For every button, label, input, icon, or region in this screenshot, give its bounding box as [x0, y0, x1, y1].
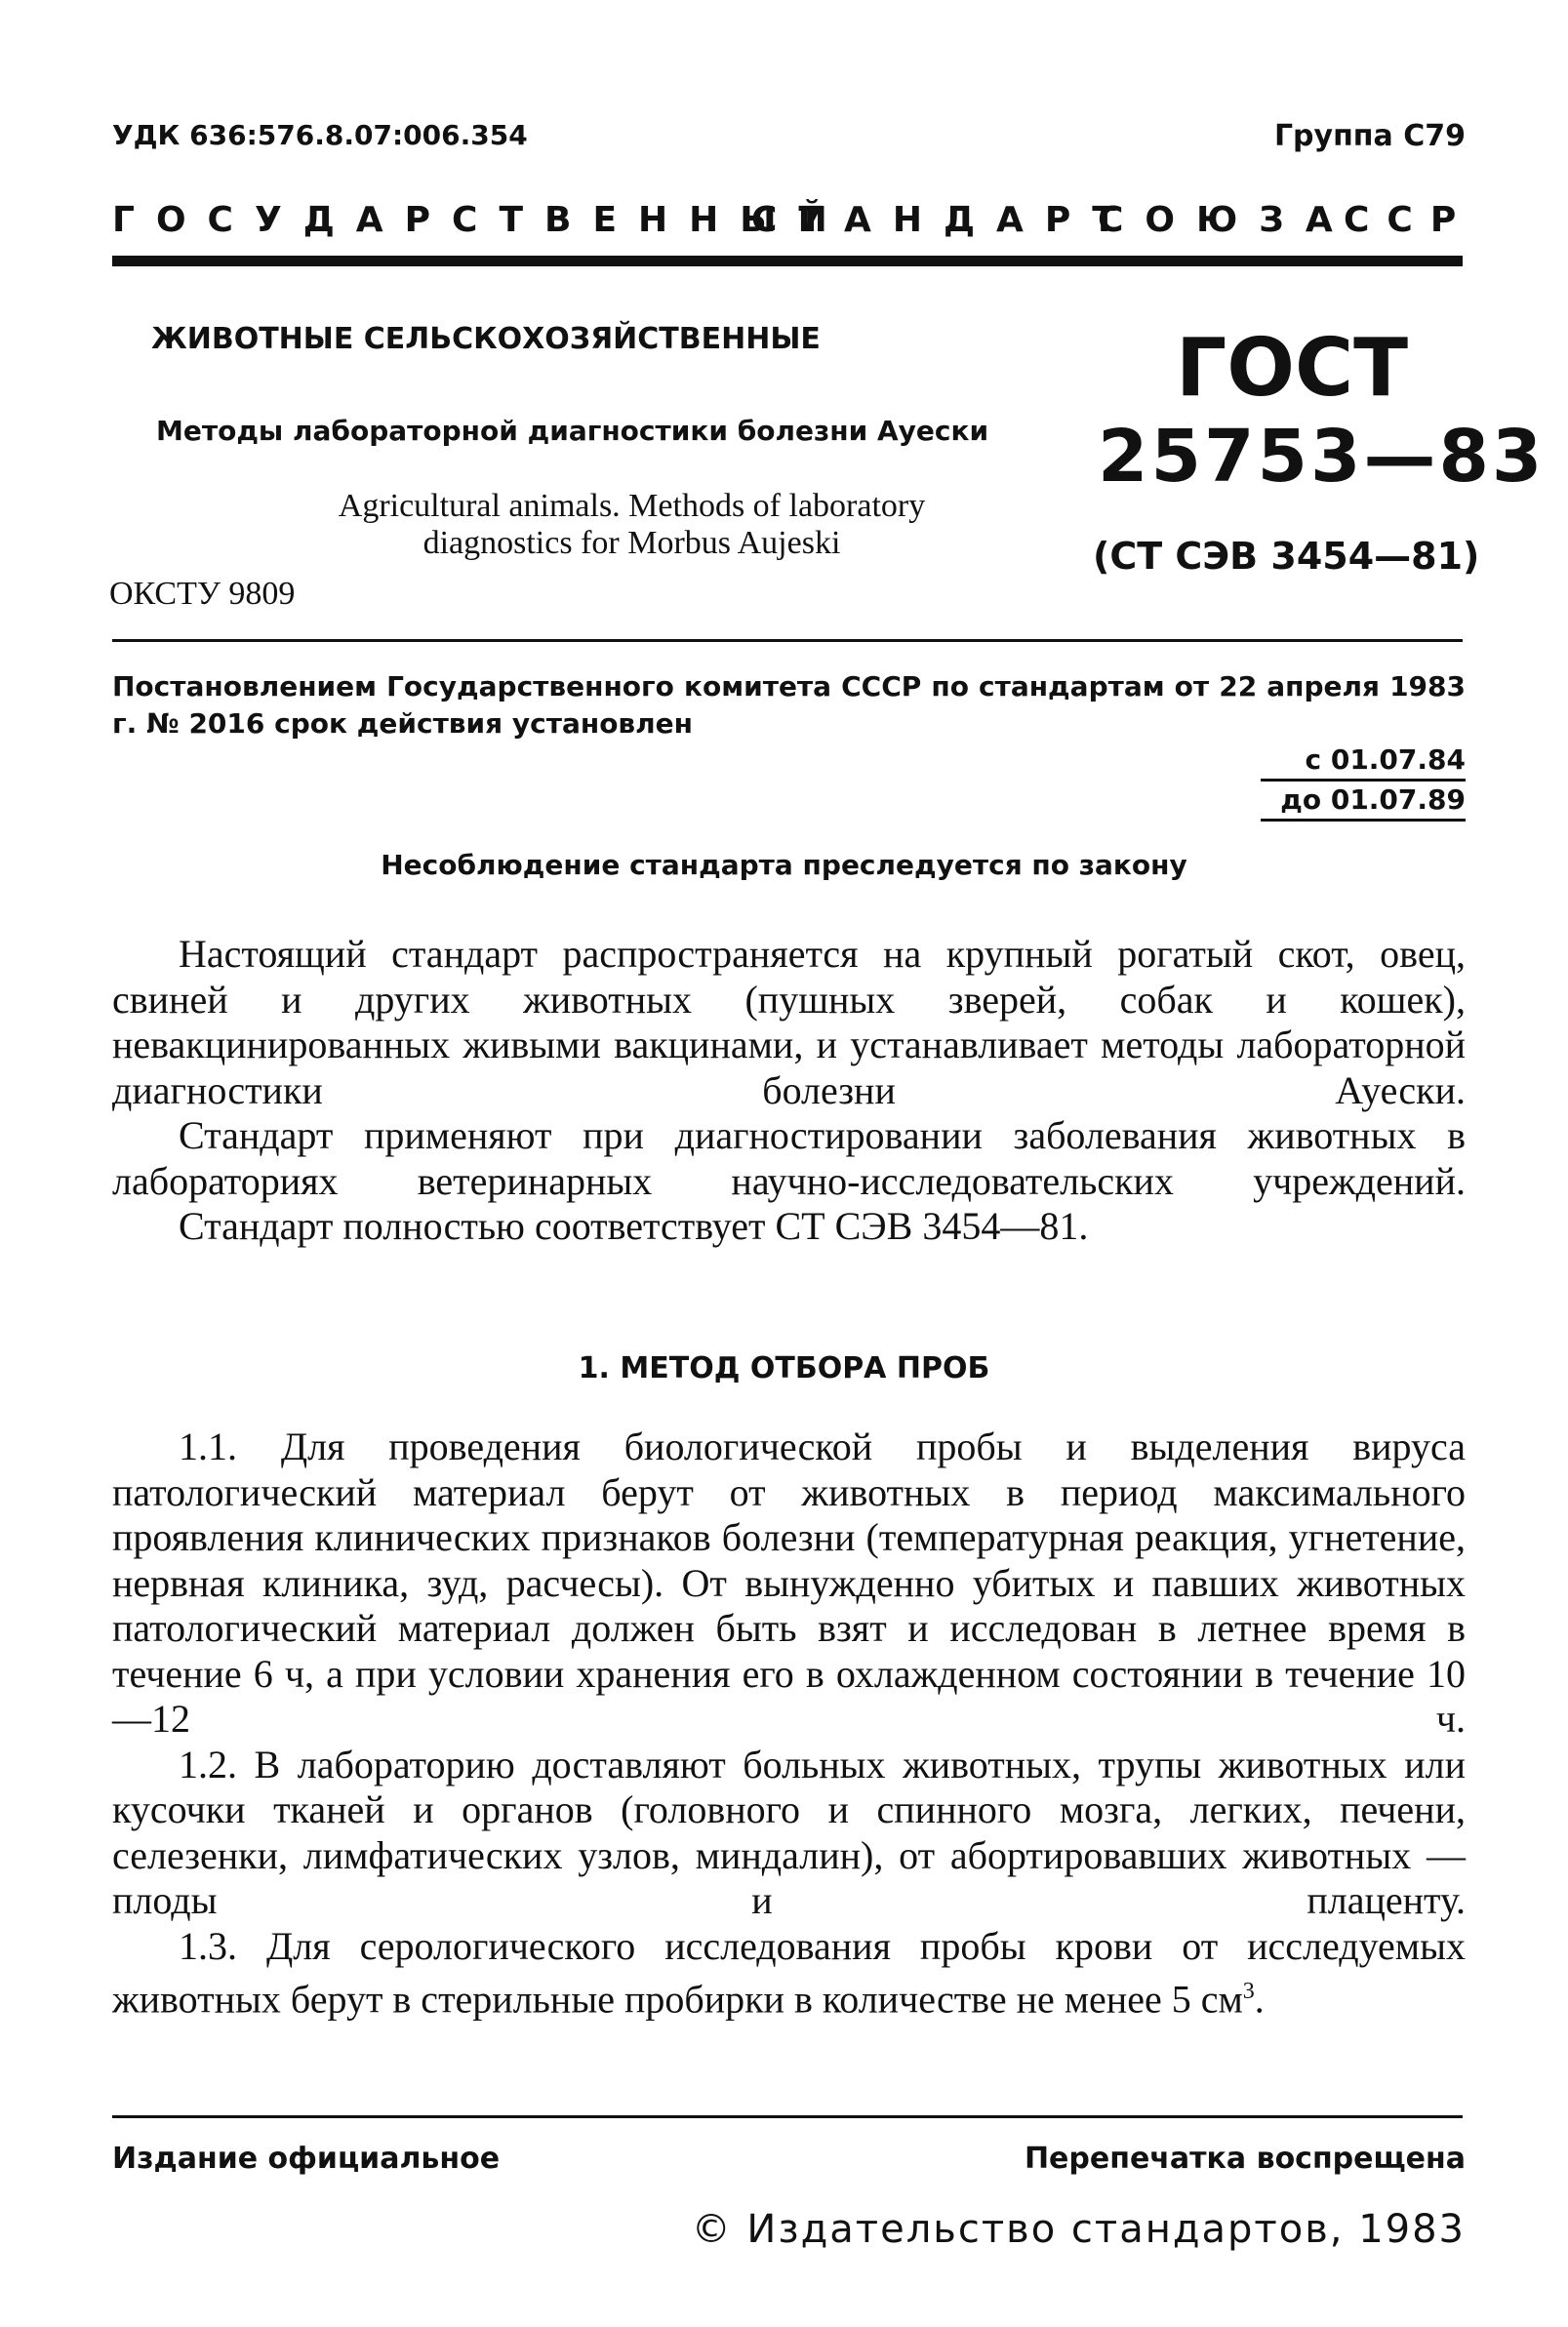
header-row	[112, 119, 1466, 158]
title-divider	[112, 639, 1463, 642]
group-code: Группа С79	[1273, 119, 1466, 153]
validity-dates	[1261, 742, 1466, 822]
footer-divider	[112, 2115, 1463, 2118]
intro-paragraph-3: Стандарт полностью соответствует СТ СЭВ 3454—81.	[179, 1204, 1089, 1248]
official-edition: Издание официальное	[112, 2142, 501, 2176]
standard-title-word-3: СОЮЗА	[1098, 200, 1354, 240]
clause-1-2: 1.2. В лабораторию доставляют больных животных, трупы животных или кусочки тканей и органов (головного и спинного мозга, легких, печени, селезенки, лимфатических узлов, миндалин), от абортировавших животных — плоды и плаценту.	[112, 1742, 1466, 1922]
standard-title-word-1: ГОСУДАРСТВЕННЫЙ	[112, 200, 849, 240]
udk-code: УДК 636:576.8.07:006.354	[112, 119, 528, 151]
gost-label: ГОСТ	[1176, 322, 1409, 415]
clause-1-3-end: .	[1254, 1977, 1265, 2022]
clause-1-1: 1.1. Для проведения биологической пробы и выделения вируса патологический материал берут от животных в период максимального проявления клинических признаков болезни (температурная реакция, угнетение, нервная клиника, зуд, расчесы). От вынужденно убитых и павших животных патологический материал должен быть взят и исследован в летнее время в течение 6 ч, а при условии хранения его в охлажденном состоянии в течение 10—12 ч.	[112, 1424, 1466, 1741]
clause-1-3-text: 1.3. Для серологического исследования пробы крови от исследуемых животных берут в стерильные пробирки в количестве не менее 5 см	[112, 1923, 1466, 2022]
intro-section	[112, 932, 1466, 1250]
category-title: ЖИВОТНЫЕ СЕЛЬСКОХОЗЯЙСТВЕННЫЕ	[151, 322, 821, 356]
penalty-notice: Несоблюдение стандарта преследуется по закону	[381, 849, 1187, 881]
okstu-code: ОКСТУ 9809	[109, 576, 296, 612]
section-1-heading: 1. МЕТОД ОТБОРА ПРОБ	[578, 1351, 990, 1385]
header-divider	[112, 256, 1463, 266]
clause-1-3-superscript: 3	[1242, 1979, 1255, 2004]
intro-paragraph-2: Стандарт применяют при диагностировании заболевания животных в лабораториях ветеринарных научно-исследовательских учреждений.	[112, 1113, 1466, 1203]
intro-paragraph-1: Настоящий стандарт распространяется на крупный рогатый скот, овец, свиней и других животных (пушных зверей, собак и кошек), невакцинированных живыми вакцинами, и устанавливает методы лабораторной диагностики болезни Ауески.	[112, 932, 1466, 1112]
gost-number: 25753—83	[1098, 415, 1546, 499]
st-sev-reference: (СТ СЭВ 3454—81)	[1093, 535, 1480, 578]
clause-1-3	[112, 1924, 1466, 2023]
date-from: с 01.07.84	[1305, 743, 1466, 776]
copyright-notice: © Издательство стандартов, 1983	[691, 2207, 1466, 2252]
section-1-body	[112, 1424, 1466, 2023]
date-to: до 01.07.89	[1261, 779, 1466, 822]
english-title	[112, 488, 1151, 562]
english-title-line-2: diagnostics for Morbus Aujeski	[422, 525, 841, 561]
decree-text: Постановлением Государственного комитета СССР по стандартам от 22 апреля 1983 г. № 2016 срок действия установлен	[112, 670, 1466, 740]
english-title-line-1: Agricultural animals. Methods of laboratory	[338, 488, 926, 524]
document-subtitle: Методы лабораторной диагностики болезни Ауески	[156, 415, 989, 447]
standard-title-word-2: СТАНДАРТ	[751, 200, 1138, 240]
standard-title	[112, 200, 1474, 249]
reprint-prohibited: Перепечатка воспрещена	[1024, 2142, 1466, 2176]
standard-title-word-4: ССР	[1344, 200, 1474, 240]
